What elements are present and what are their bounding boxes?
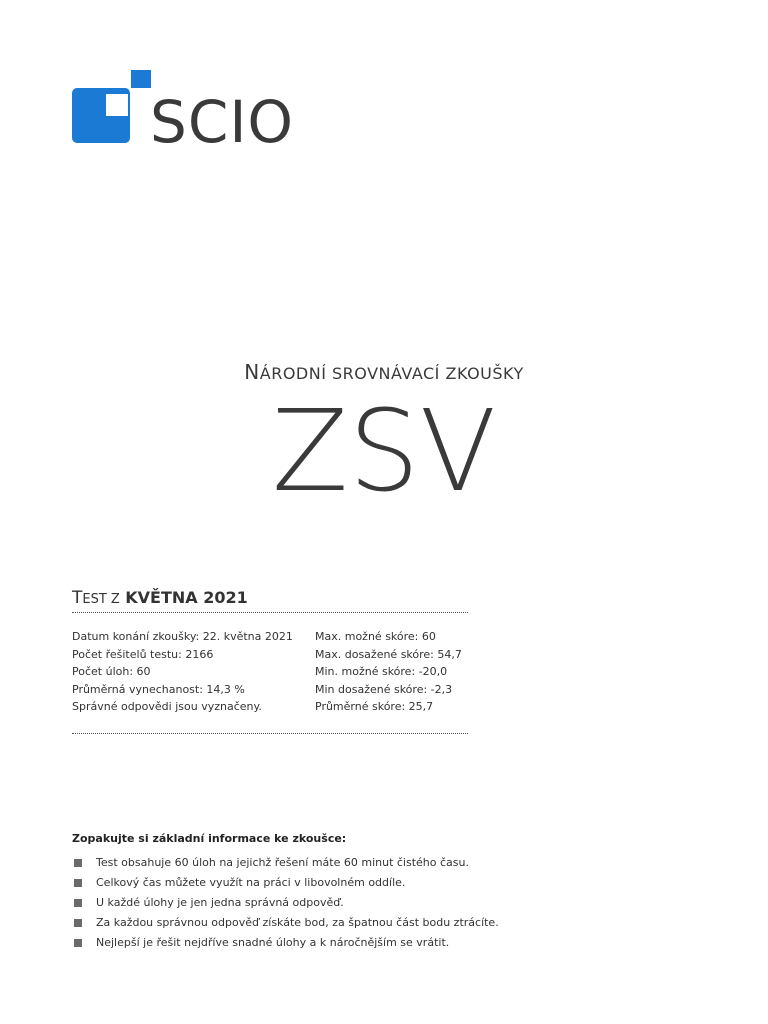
test-info-right (315, 628, 462, 716)
list-item (72, 873, 692, 893)
list-item (72, 933, 692, 953)
series-title (0, 360, 768, 384)
exam-rules (72, 832, 692, 953)
rule-text: Test obsahuje 60 úloh na jejichž řešení máte 60 minut čistého času. (96, 856, 469, 869)
exam-rules-heading: Zopakujte si základní informace ke zkoušce: (72, 832, 347, 845)
scio-logo-text: SCIO (150, 88, 295, 150)
rule-text: Celkový čas můžete využít na práci v libovolném oddíle. (96, 876, 406, 889)
scio-logo-graphic (72, 70, 332, 150)
subject-title: ZSV (271, 387, 497, 517)
rule-text: U každé úlohy je jen jedna správná odpověď. (96, 896, 344, 909)
info-min-possible: Min. možné skóre: -20,0 (315, 665, 448, 679)
info-average: Průměrné skóre: 25,7 (315, 700, 434, 714)
square-bullet-icon (74, 939, 82, 947)
square-bullet-icon (74, 859, 82, 867)
list-item (72, 893, 692, 913)
test-heading-date: KVĚTNA 2021 (125, 588, 248, 607)
info-exam-date: Datum konání zkoušky: 22. května 2021 (72, 630, 293, 643)
info-task-count: Počet úloh: 60 (72, 665, 151, 679)
list-item (72, 913, 692, 933)
info-min-achieved: Min dosažené skóre: -2,3 (315, 682, 453, 696)
scio-logo (72, 70, 332, 150)
square-bullet-icon (74, 899, 82, 907)
series-title-first-letter: N (244, 360, 260, 384)
test-heading-first-letter: T (72, 588, 83, 608)
list-item (72, 853, 692, 873)
test-info-left (72, 628, 293, 716)
info-max-achieved: Max. dosažené skóre: 54,7 (315, 647, 462, 661)
rule-text: Nejlepší je řešit nejdříve snadné úlohy a k náročnějším se vrátit. (96, 936, 450, 949)
test-heading-rest: EST Z (82, 592, 120, 607)
info-max-possible: Max. možné skóre: 60 (315, 630, 436, 643)
square-bullet-icon (74, 879, 82, 887)
info-solver-count: Počet řešitelů testu: 2166 (72, 647, 214, 661)
exam-rules-list (72, 853, 692, 953)
rule-text: Za každou správnou odpověď získáte bod, za špatnou část bodu ztrácíte. (96, 916, 499, 929)
square-bullet-icon (74, 919, 82, 927)
info-answers-marked: Správné odpovědi jsou vyznačeny. (72, 700, 262, 714)
info-skip-rate: Průměrná vynechanost: 14,3 % (72, 682, 245, 696)
series-title-rest: ÁRODNÍ SROVNÁVACÍ ZKOUŠKY (259, 364, 524, 383)
test-heading (72, 588, 248, 608)
divider-bottom (72, 733, 468, 734)
divider-top (72, 612, 468, 613)
